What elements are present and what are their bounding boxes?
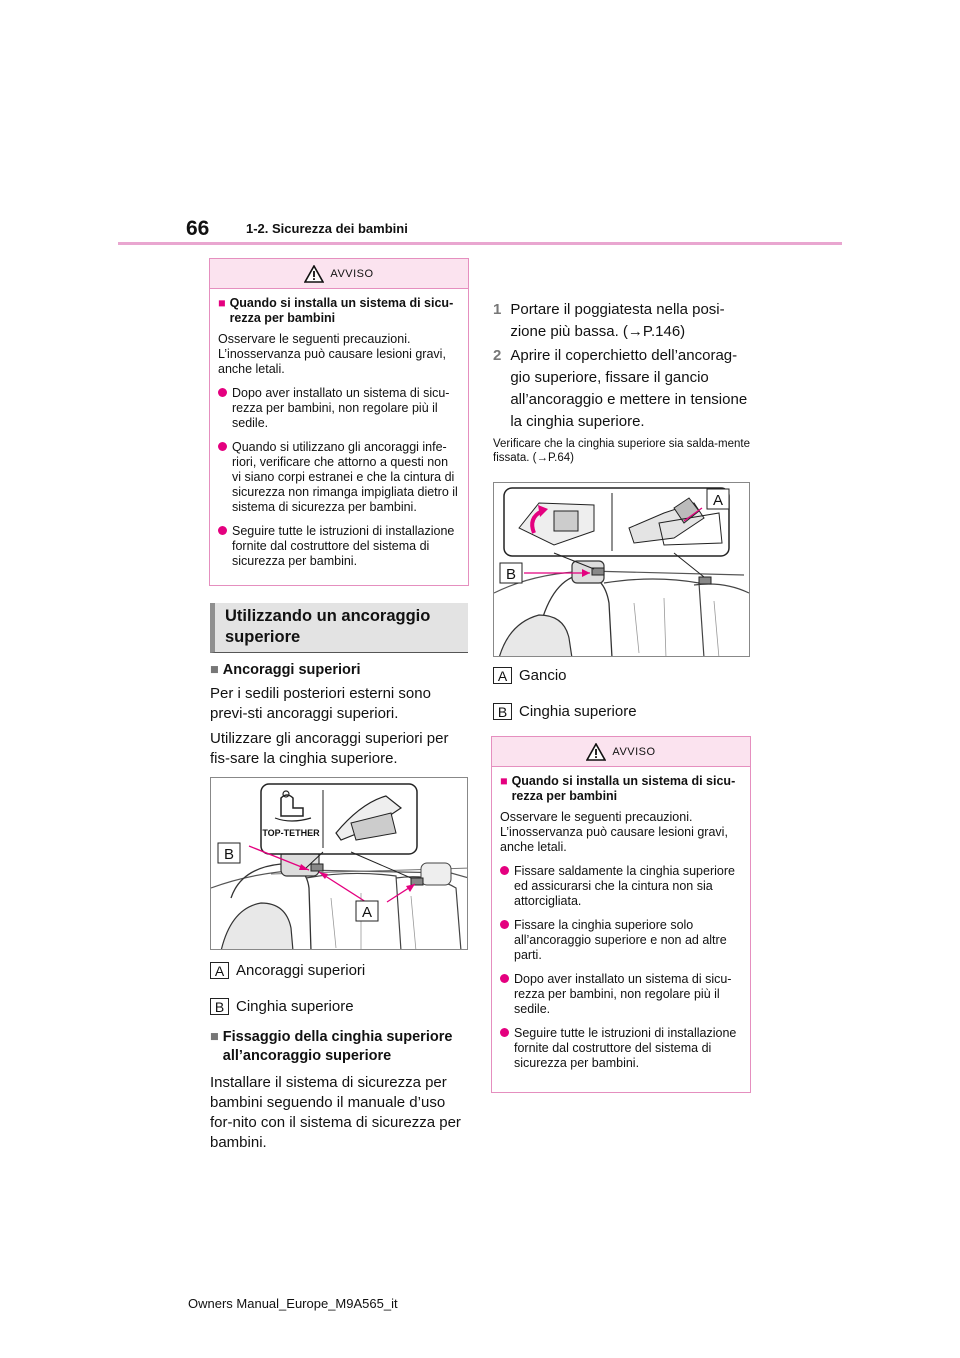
header-rule: [118, 242, 842, 245]
square-bullet-icon: ■: [500, 774, 508, 788]
bullet-dot-icon: [218, 388, 227, 397]
warning-item: Seguire tutte le istruzioni di installazione fornite dal costruttore del sistema di sicurezza per bambini.: [218, 524, 460, 569]
bullet-dot-icon: [500, 974, 509, 983]
legend-a: A Gancio: [493, 667, 567, 684]
rear-seat-illustration: [211, 778, 468, 950]
warning-intro: Osservare le seguenti precauzioni. L’inosservanza può causare lesioni gravi, anche letali.: [500, 810, 728, 854]
subheading-anchors: ■ Ancoraggi superiori: [210, 662, 361, 678]
warning-box-left: [209, 258, 469, 586]
warning-header: [492, 737, 750, 767]
figure-anchors: [210, 777, 468, 950]
warning-title: AVVISO: [330, 267, 374, 280]
hook-illustration: [494, 483, 750, 657]
step-2: 2 Aprire il coperchietto dell’ancorag-gio superiore, fissare il gancio all’ancoraggio e mettere in tensione la cinghia superiore.: [493, 347, 748, 430]
section-title: 1-2. Sicurezza dei bambini: [246, 221, 408, 236]
warning-intro: Osservare le seguenti precauzioni. L’inosservanza può causare lesioni gravi, anche letali.: [218, 332, 446, 376]
subheading-fixing: ■ Fissaggio della cinghia superiore all’ancoraggio superiore: [210, 1029, 453, 1064]
warning-box-right: [491, 736, 751, 1093]
footer: Owners Manual_Europe_M9A565_it: [188, 1296, 398, 1311]
warning-item: Fissare saldamente la cinghia superiore ed assicurarsi che la cintura non sia attorcigliata.: [500, 864, 742, 909]
figure-label-a: A: [712, 492, 724, 509]
figure-label-b: B: [505, 566, 517, 583]
square-bullet-icon: ■: [218, 296, 226, 310]
bullet-dot-icon: [218, 442, 227, 451]
step-1: 1 Portare il poggiatesta nella posi-zione più bassa. (→P.146): [493, 301, 725, 340]
warning-subtitle: ■ Quando si installa un sistema di sicu-rezza per bambini: [500, 774, 736, 803]
warning-title: AVVISO: [612, 745, 656, 758]
square-bullet-icon: ■: [210, 1029, 219, 1045]
warning-subtitle: ■ Quando si installa un sistema di sicu-rezza per bambini: [218, 296, 454, 325]
figure-label-b: B: [223, 846, 235, 863]
top-tether-label: TOP-TETHER: [262, 828, 320, 838]
warning-header: [210, 259, 468, 289]
section-heading: Utilizzando un ancoraggio superiore: [210, 603, 468, 653]
page-number: 66: [186, 217, 210, 240]
legend-a: A Ancoraggi superiori: [210, 962, 365, 979]
figure-hook: [493, 482, 750, 657]
bullet-dot-icon: [218, 526, 227, 535]
bullet-dot-icon: [500, 866, 509, 875]
paragraph: Utilizzare gli ancoraggi superiori per fis-sare la cinghia superiore.: [210, 730, 449, 767]
warning-item: Quando si utilizzano gli ancoraggi infe-riori, verificare che attorno a questi non vi siano corpi estranei e che la cintura di sicurezza non rimanga impigliata dietro il sistema di sicurezza per bambini.: [218, 440, 460, 515]
warning-item: Seguire tutte le istruzioni di installazione fornite dal costruttore del sistema di sicurezza per bambini.: [500, 1026, 742, 1071]
legend-b: B Cinghia superiore: [210, 998, 354, 1015]
warning-triangle-icon: [304, 265, 324, 283]
warning-item: Fissare la cinghia superiore solo all’ancoraggio superiore e non ad altre parti.: [500, 918, 742, 963]
figure-label-a: A: [361, 904, 373, 921]
square-bullet-icon: ■: [210, 662, 219, 678]
warning-item: Dopo aver installato un sistema di sicu-rezza per bambini, non regolare più il sedile.: [500, 972, 742, 1017]
bullet-dot-icon: [500, 920, 509, 929]
bullet-dot-icon: [500, 1028, 509, 1037]
legend-b: B Cinghia superiore: [493, 703, 637, 720]
step-note: Verificare che la cinghia superiore sia salda-mente fissata. (→P.64): [493, 438, 750, 464]
warning-item: Dopo aver installato un sistema di sicu-rezza per bambini, non regolare più il sedile.: [218, 386, 460, 431]
warning-triangle-icon: [586, 743, 606, 761]
paragraph: Installare il sistema di sicurezza per bambini seguendo il manuale d’uso for-nito con il sistema di sicurezza per bambini.: [210, 1074, 461, 1151]
paragraph: Per i sedili posteriori esterni sono previ-sti ancoraggi superiori.: [210, 685, 431, 722]
